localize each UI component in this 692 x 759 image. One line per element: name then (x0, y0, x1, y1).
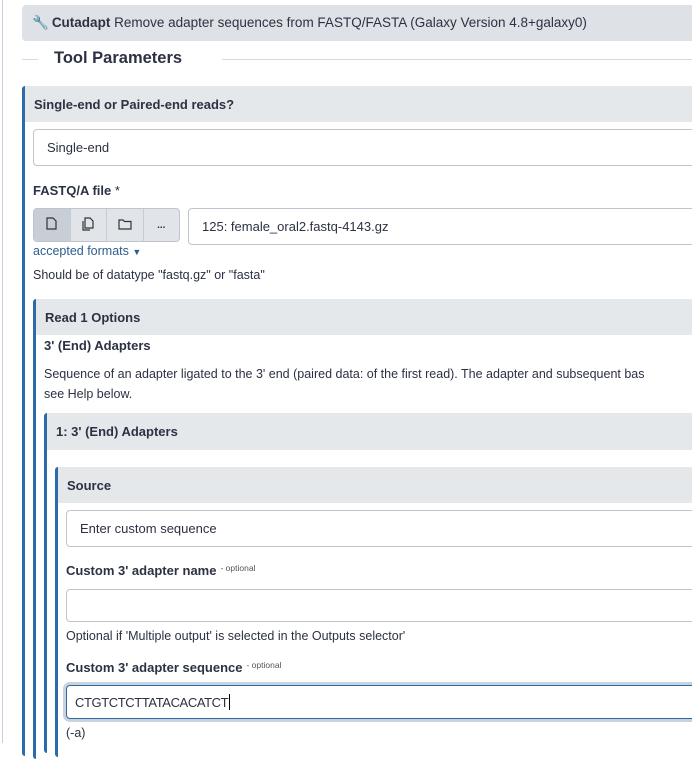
tool-parameters-heading (22, 48, 692, 70)
adapter-sequence-input[interactable]: CTGTCTCTTATACACATCT (66, 685, 692, 719)
folder-icon (118, 218, 132, 233)
accepted-formats-link[interactable]: accepted formats ▼ (33, 244, 142, 258)
single-dataset-button[interactable] (34, 209, 71, 241)
wrench-icon: 🔧 (32, 15, 49, 30)
adapter-sequence-help: (-a) (66, 726, 86, 740)
adapters-help-line1: Sequence of an adapter ligated to the 3' end (paired data: of the first read). The adapter and subsequent bas (44, 367, 645, 381)
adapter-name-label: Custom 3' adapter name $^{- optional}$ (66, 563, 256, 578)
source-label: Source (58, 467, 692, 503)
file-icon (46, 217, 57, 233)
browse-button[interactable] (144, 209, 180, 241)
ellipsis-icon: ... (157, 219, 166, 231)
tool-description: Remove adapter sequences from FASTQ/FASTA (Galaxy Version 4.8+galaxy0) (114, 15, 587, 30)
source-select[interactable]: Enter custom sequence (66, 510, 692, 547)
read-type-label: Single-end or Paired-end reads? (25, 86, 692, 122)
fastq-help: Should be of datatype "fastq.gz" or "fasta" (33, 268, 265, 282)
left-divider (2, 0, 3, 743)
adapter-name-input[interactable] (66, 589, 692, 622)
files-icon (82, 217, 94, 234)
multiple-datasets-button[interactable] (71, 209, 108, 241)
read1-title: Read 1 Options (36, 299, 692, 335)
collection-button[interactable] (107, 209, 144, 241)
adapter-sequence-label: Custom 3' adapter sequence $^{- optional}$ (66, 660, 282, 675)
adapter-name-help: Optional if 'Multiple output' is selected in the Outputs selector' (66, 629, 406, 643)
repeat-title: 1: 3' (End) Adapters (47, 413, 692, 450)
read-type-select[interactable]: Single-end (33, 129, 692, 166)
tool-name: Cutadapt (51, 15, 111, 30)
fastq-source-buttons (33, 208, 180, 242)
adapters-label: 3' (End) Adapters (44, 338, 151, 353)
tool-header (22, 5, 692, 41)
section-title: Tool Parameters (54, 49, 183, 67)
fastq-label: FASTQ/A file * (33, 183, 120, 198)
caret-down-icon: ▼ (132, 247, 142, 257)
fastq-select[interactable]: 125: female_oral2.fastq-4143.gz (188, 208, 692, 245)
adapters-help-line2: see Help below. (44, 387, 133, 401)
